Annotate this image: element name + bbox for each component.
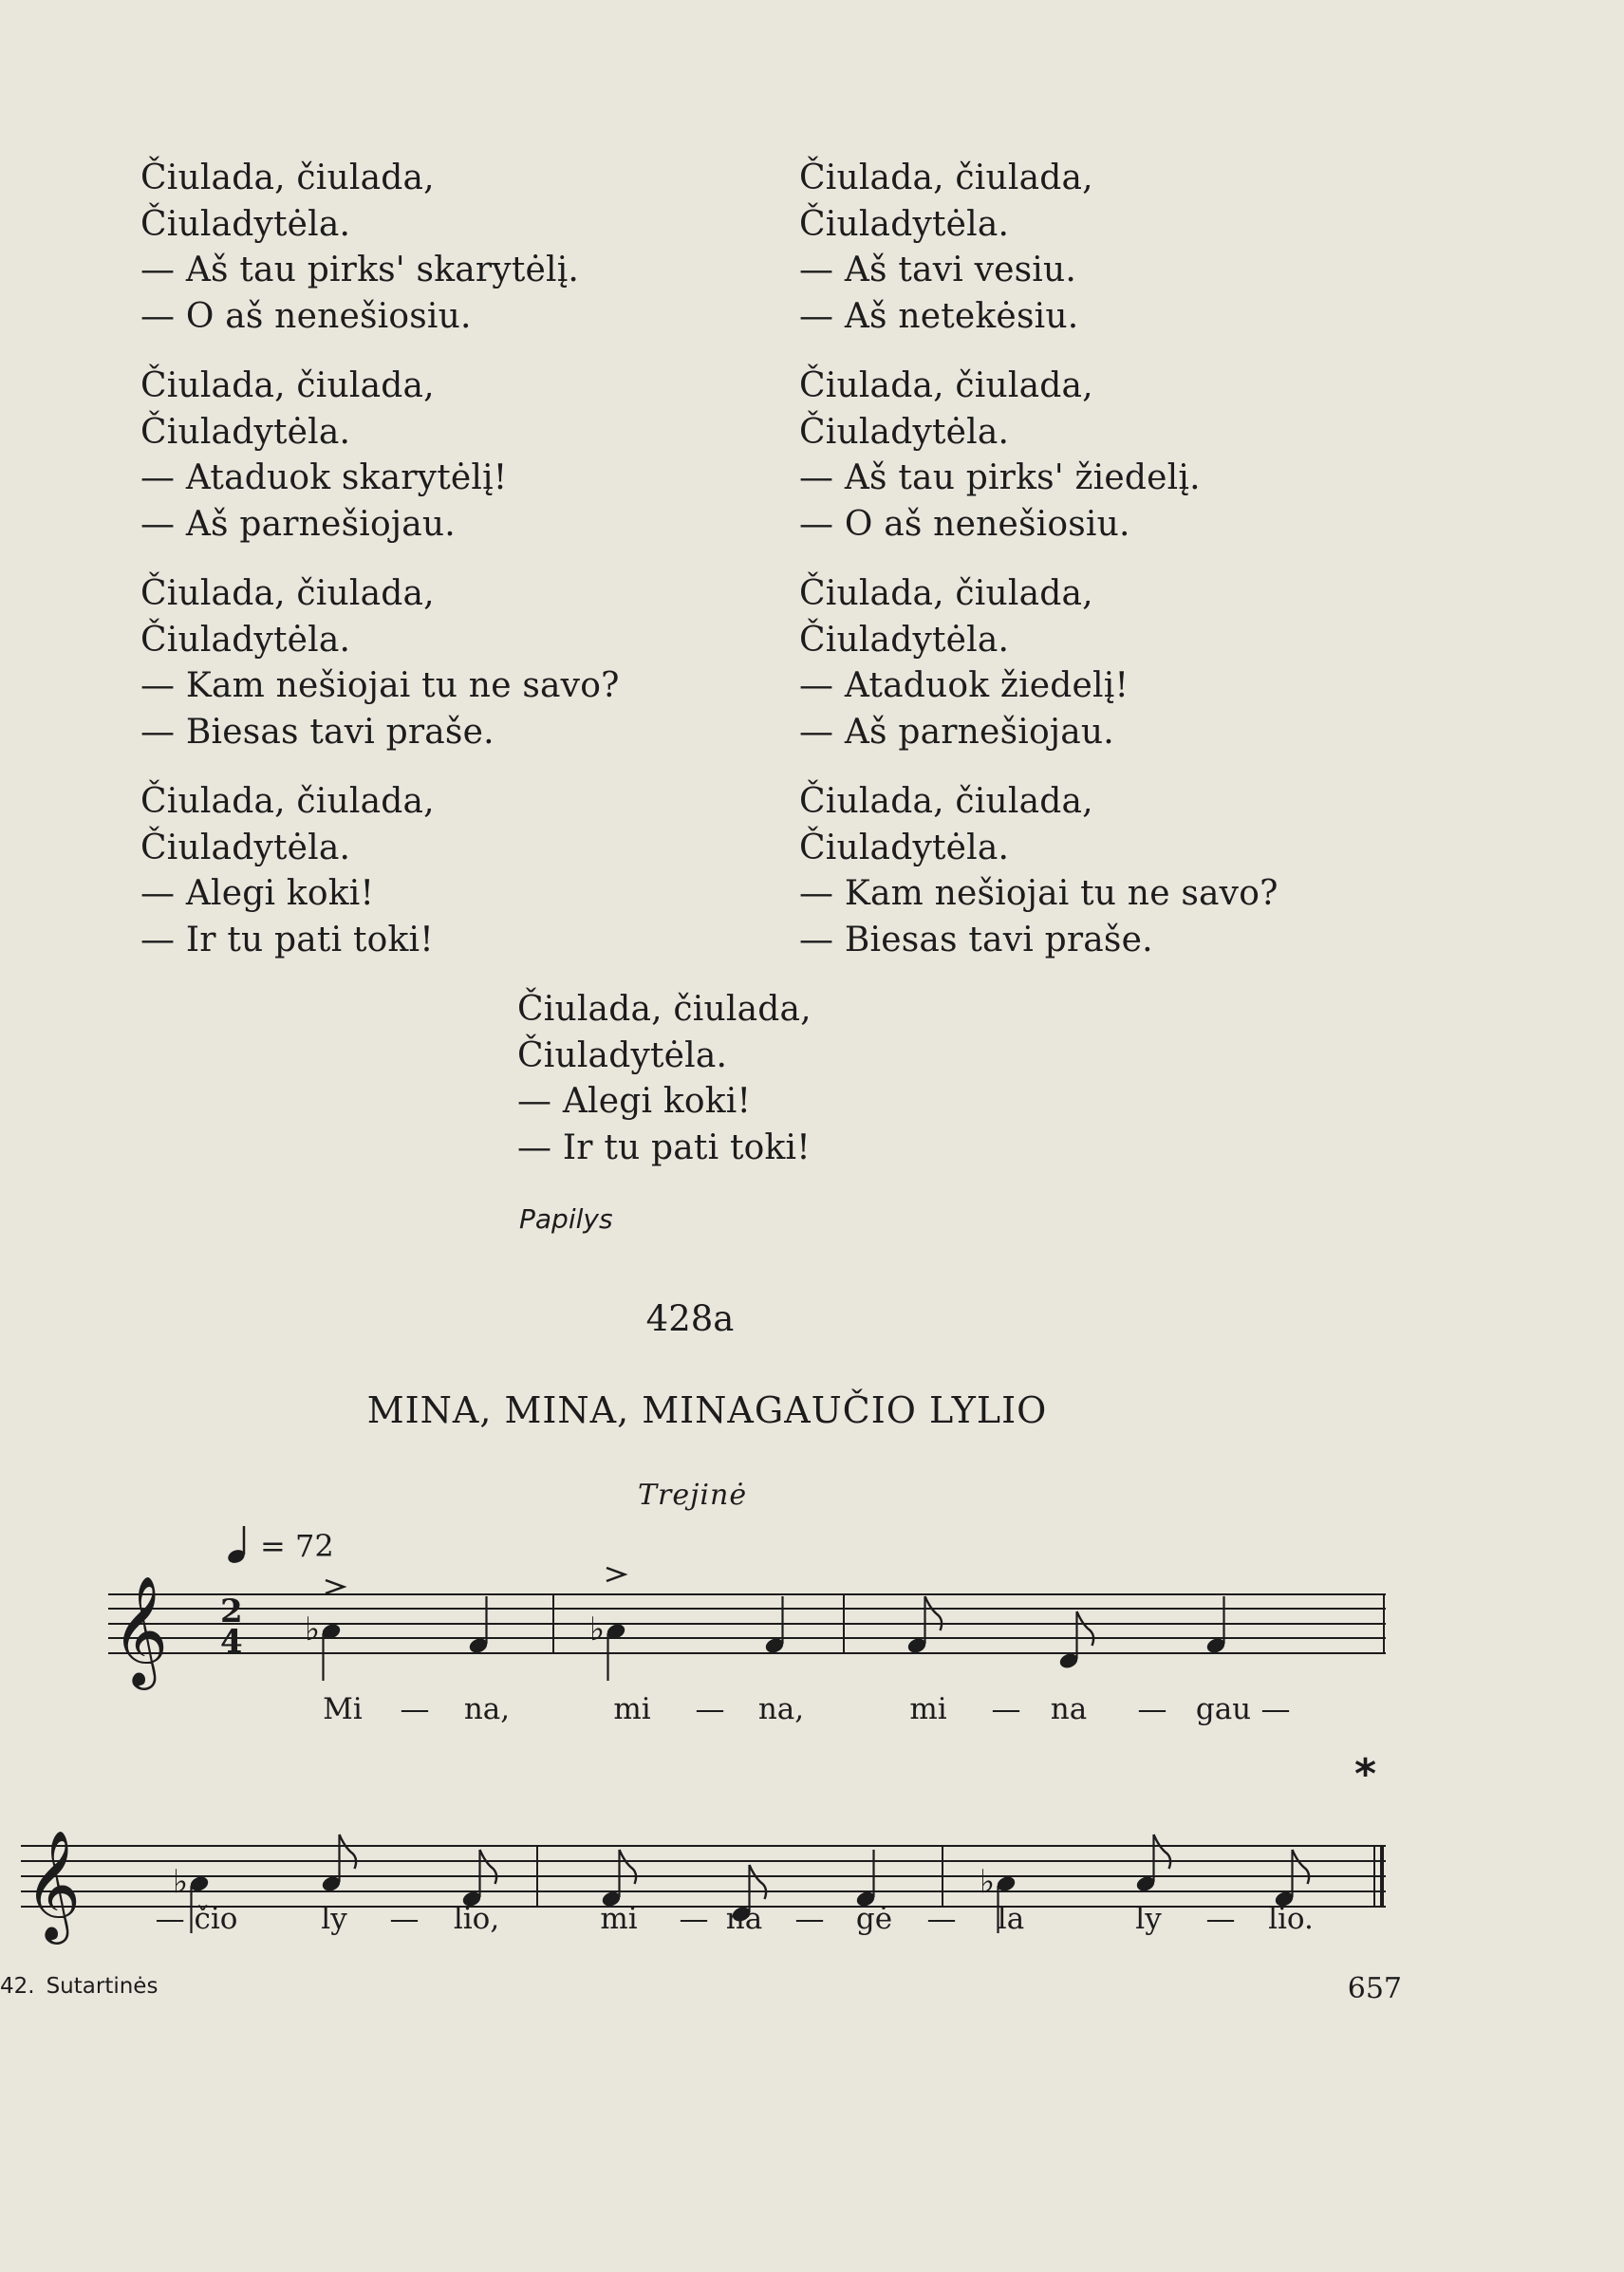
lyric-hyphen: —: [926, 1902, 957, 1936]
verse-line: Čiulada, čiulada,: [799, 366, 1093, 405]
verse-line: Čiuladytėla.: [799, 412, 1010, 452]
verse-line: — Aš tavi vesiu.: [799, 251, 1077, 289]
lyric-syllable: gau: [1195, 1692, 1252, 1726]
lyric-syllable: lio,: [453, 1902, 500, 1936]
verse-line: — Ataduok žiedelį!: [799, 666, 1129, 705]
flat-icon: ♭: [589, 1611, 606, 1648]
lyric-hyphen: —: [991, 1692, 1021, 1726]
tempo-value: = 72: [260, 1528, 334, 1564]
verse-line: Čiulada, čiulada,: [140, 366, 435, 405]
time-signature-top: 2: [220, 1592, 243, 1630]
note-b-eighth: [321, 1834, 357, 1893]
note-b-flat: [589, 1611, 626, 1681]
verse-line: Čiulada, čiulada,: [140, 158, 435, 197]
signature-number: 42.: [0, 1974, 35, 1999]
verse-line: — Alegi koki!: [517, 1082, 752, 1121]
page-number: 657: [1347, 1972, 1402, 2005]
verse-line: Čiulada, čiulada,: [799, 158, 1093, 197]
verse-line: Čiulada, čiulada,: [140, 574, 435, 613]
lyric-syllable: mi: [909, 1692, 947, 1726]
treble-clef-icon: 𝄞: [25, 1829, 82, 1940]
verse-line: — Aš parnešiojau.: [140, 504, 456, 544]
lyric-syllable: ly: [1135, 1902, 1162, 1936]
staff-1: [108, 1594, 1386, 1653]
verse-line: Čiuladytėla.: [799, 204, 1010, 244]
verse-line: — Biesas tavi praše.: [140, 712, 495, 752]
song-number: 428a: [645, 1298, 735, 1339]
lyric-syllable: na: [725, 1902, 763, 1936]
note-g-eighth: [461, 1850, 497, 1909]
lyric-hyphen: —: [1137, 1692, 1167, 1726]
lyric-syllable: mi: [600, 1902, 638, 1936]
accent-icon: [326, 1580, 344, 1593]
verse-line: — Alegi koki!: [140, 874, 375, 913]
lyric-hyphen: —: [1260, 1692, 1291, 1726]
note-g: [764, 1596, 786, 1655]
staff-2: [21, 1846, 1386, 1907]
lyric-syllable: na,: [463, 1692, 511, 1726]
lyric-syllable: lio.: [1268, 1902, 1314, 1936]
verse-line: Čiuladytėla.: [140, 828, 351, 867]
lyric-hyphen: —: [389, 1902, 420, 1936]
verse-line: — Ataduok skarytėlį!: [140, 458, 508, 497]
lyric-hyphen: —: [679, 1902, 709, 1936]
verse-line: Čiuladytėla.: [140, 620, 351, 660]
lyric-syllable: — čio: [155, 1902, 238, 1936]
book-title: Sutartinės: [46, 1974, 159, 1999]
lyric-hyphen: —: [1205, 1902, 1236, 1936]
verse-line: Čiuladytėla.: [799, 828, 1010, 867]
footer-signature: [0, 1974, 169, 1999]
treble-clef-icon: 𝄞: [112, 1574, 169, 1685]
verse-line: — Kam nešiojai tu ne savo?: [799, 874, 1279, 913]
lyric-syllable: Mi: [323, 1692, 363, 1726]
verse-line: — O aš nenešiosiu.: [140, 296, 472, 336]
note-g: [468, 1596, 490, 1655]
lyric-syllable: gė: [855, 1902, 893, 1936]
source-place: Papilys: [519, 1203, 613, 1235]
verse-line: Čiuladytėla.: [140, 204, 351, 244]
verse-line: — Biesas tavi praše.: [799, 920, 1153, 959]
note-e-eighth: [1058, 1611, 1094, 1670]
lyric-hyphen: —: [695, 1692, 725, 1726]
verse-line: — Ir tu pati toki!: [517, 1127, 811, 1167]
note-g-eighth: [601, 1850, 637, 1909]
lyric-syllable: la: [997, 1902, 1025, 1936]
verse-line: — Aš tau pirks' žiedelį.: [799, 458, 1201, 497]
lyric-syllable: na: [1050, 1692, 1088, 1726]
verse-line: — Kam nešiojai tu ne savo?: [140, 666, 620, 705]
note-b-flat: [305, 1611, 342, 1681]
note-g: [855, 1850, 877, 1909]
flat-icon: ♭: [980, 1863, 996, 1901]
verse-line: Čiulada, čiulada,: [799, 574, 1093, 613]
verse-line: — Aš parnešiojau.: [799, 712, 1114, 752]
verse-line: — Aš tau pirks' skarytėlį.: [140, 251, 580, 289]
flat-icon: ♭: [305, 1611, 321, 1648]
flat-icon: ♭: [173, 1863, 189, 1901]
verse-line: Čiulada, čiulada,: [517, 990, 812, 1029]
end-asterisk-mark: *: [1354, 1750, 1377, 1798]
verse-line: — Aš netekėsiu.: [799, 296, 1079, 336]
lyric-hyphen: —: [794, 1902, 825, 1936]
accent-icon: [607, 1568, 625, 1581]
verse-line: Čiuladytėla.: [140, 412, 351, 452]
note-g-eighth: [906, 1596, 943, 1655]
song-genre: Trejinė: [638, 1479, 748, 1512]
verse-line: Čiuladytėla.: [517, 1035, 728, 1075]
verse-line: Čiulada, čiulada,: [799, 782, 1093, 821]
verse-line: Čiulada, čiulada,: [140, 782, 435, 821]
verse-line: — O aš nenešiosiu.: [799, 504, 1130, 544]
verse-line: Čiuladytėla.: [799, 620, 1010, 660]
note-g: [1205, 1596, 1227, 1655]
lyric-syllable: na,: [757, 1692, 805, 1726]
time-signature-bottom: 4: [220, 1623, 243, 1661]
lyric-hyphen: —: [400, 1692, 430, 1726]
lyric-syllable: mi: [613, 1692, 651, 1726]
lyric-syllable: ly: [321, 1902, 347, 1936]
note-g-eighth: [1274, 1850, 1310, 1909]
verse-line: — Ir tu pati toki!: [140, 920, 434, 959]
song-title: MINA, MINA, MINAGAUČIO LYLIO: [366, 1389, 1048, 1431]
accent-marks: [326, 1568, 625, 1593]
note-b-eighth: [1135, 1834, 1171, 1893]
